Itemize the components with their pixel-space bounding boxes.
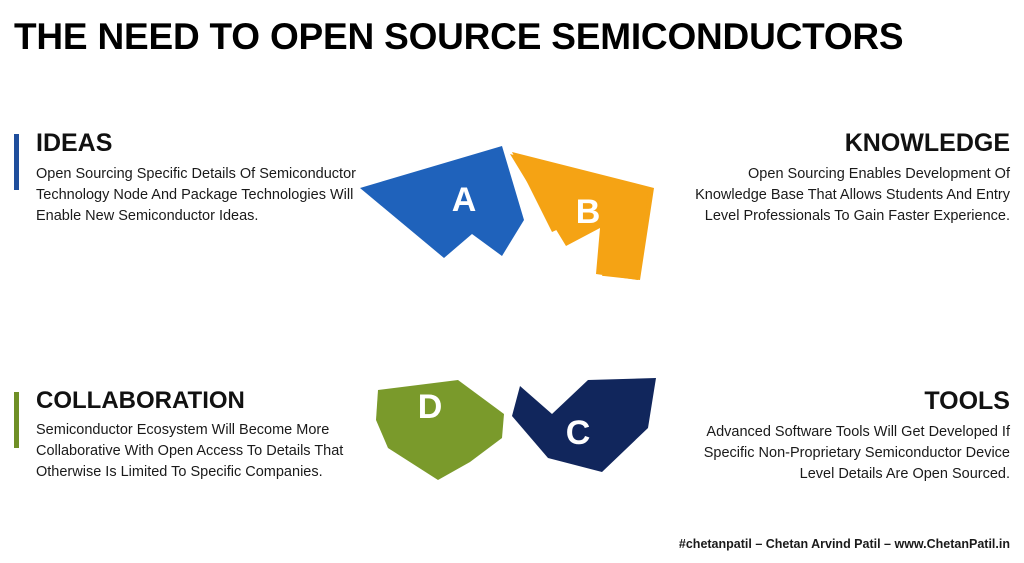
footer-credit: #chetanpatil – Chetan Arvind Patil – www.ChetanPatil.in bbox=[678, 537, 1010, 551]
block-heading-ideas: IDEAS bbox=[36, 129, 113, 157]
cycle-diagram bbox=[352, 128, 672, 508]
block-heading-knowledge: KNOWLEDGE bbox=[844, 129, 1010, 157]
accent-bar-ideas bbox=[14, 134, 19, 190]
block-collaboration bbox=[14, 388, 356, 483]
cycle-label-d: D bbox=[417, 388, 443, 426]
block-heading-tools: TOOLS bbox=[924, 387, 1010, 415]
block-body-tools: Advanced Software Tools Will Get Developed If Specific Non-Proprietary Semiconductor Device Level Details Are Open Sourced. bbox=[703, 423, 1010, 482]
page-title: THE NEED TO OPEN SOURCE SEMICONDUCTORS bbox=[14, 16, 904, 57]
cycle-label-a: A bbox=[451, 181, 477, 219]
block-body-collaboration: Semiconductor Ecosystem Will Become More Collaborative With Open Access To Details That Otherwise Is Limited To Specific Companies. bbox=[36, 422, 344, 481]
cycle-segment-b bbox=[510, 152, 654, 280]
cycle-segment-d bbox=[376, 380, 504, 480]
block-knowledge bbox=[690, 130, 1024, 227]
block-body-knowledge: Open Sourcing Enables Development Of Knowledge Base That Allows Students And Entry Level Professionals To Gain Faster Experience. bbox=[695, 165, 1010, 224]
block-ideas bbox=[14, 130, 356, 227]
block-tools bbox=[690, 388, 1024, 485]
accent-bar-collaboration bbox=[14, 392, 19, 448]
cycle-label-c: C bbox=[565, 414, 591, 452]
cycle-segment-a bbox=[360, 146, 524, 258]
cycle-segment-c bbox=[512, 378, 656, 472]
block-heading-collaboration: COLLABORATION bbox=[36, 387, 245, 414]
block-body-ideas: Open Sourcing Specific Details Of Semiconductor Technology Node And Package Technologies Will Enable New Semiconductor Ideas. bbox=[36, 165, 356, 224]
cycle-label-b: B bbox=[575, 193, 601, 231]
